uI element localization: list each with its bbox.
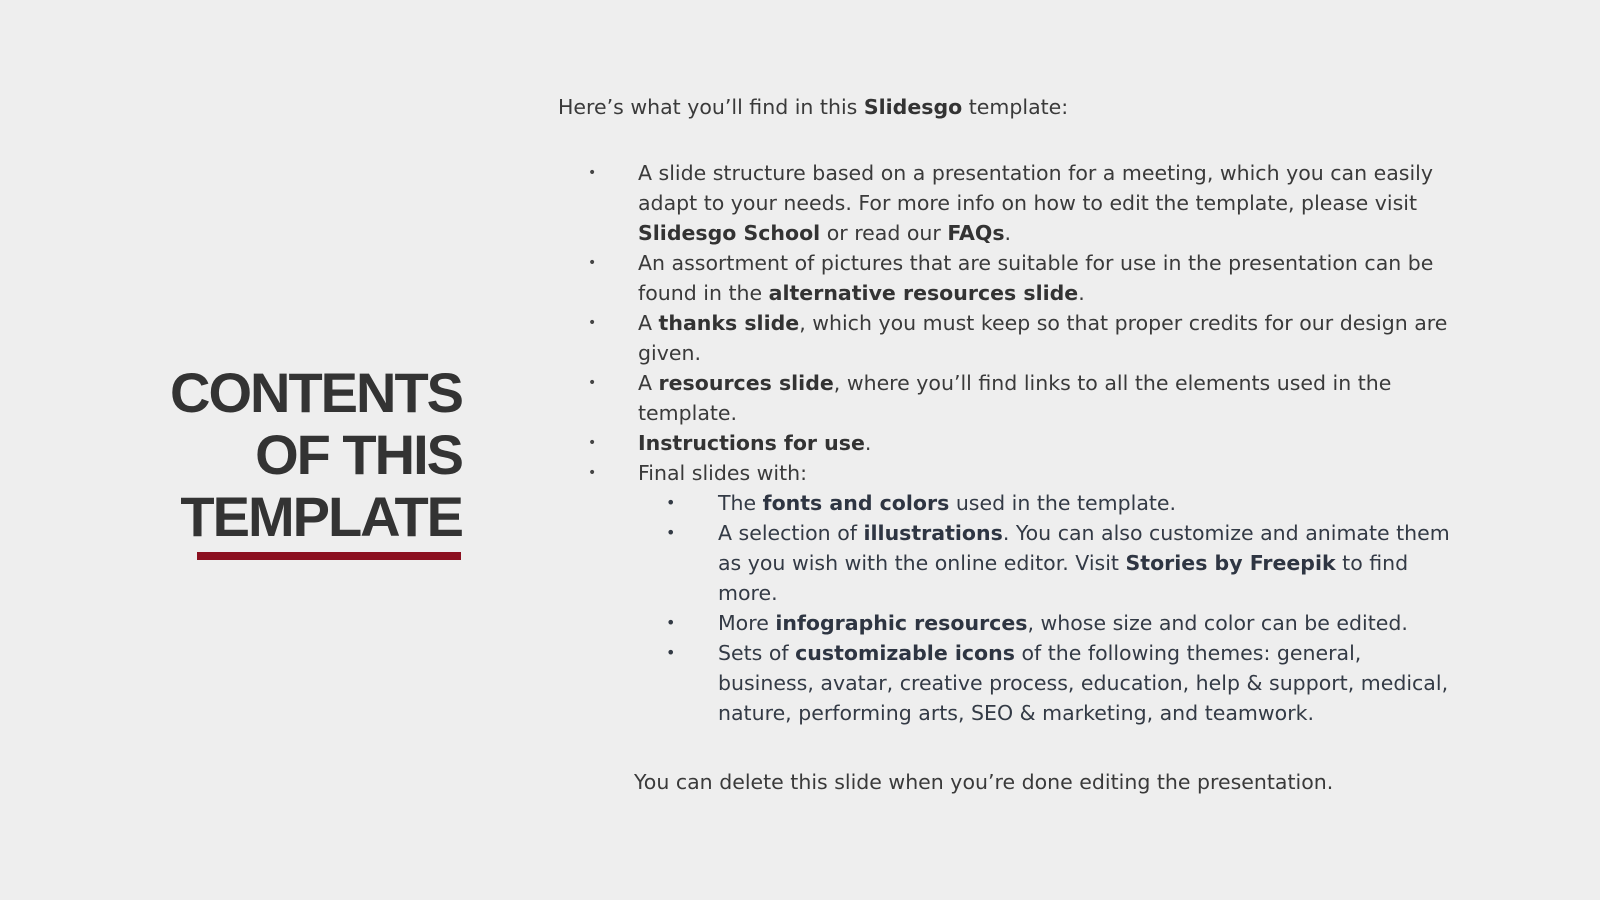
subitem-text: Sets of: [718, 641, 796, 665]
subitem-text: used in the template.: [949, 491, 1177, 515]
title-line-2: OF THIS: [255, 423, 462, 486]
bullet-icon: •: [588, 255, 597, 271]
item-text: A: [638, 311, 659, 335]
bullet-icon: •: [666, 643, 676, 662]
list-item: [558, 158, 1458, 248]
intro-text: Here’s what you’ll find in this: [558, 95, 864, 119]
item-text: or read our: [820, 221, 948, 245]
item-text: An assortment of pictures that are suitable for use in the presentation can be found in the: [638, 251, 1434, 305]
list-item: [558, 428, 1458, 458]
item-text: Final slides with:: [638, 461, 808, 485]
item-text: , where you’ll find links to all the elements used in the template.: [638, 371, 1392, 425]
subitem-bold: fonts and colors: [762, 491, 950, 515]
footer-note: You can delete this slide when you’re done editing the presentation.: [634, 770, 1334, 794]
sublist-item: [638, 638, 1458, 728]
subitem-bold: illustrations: [863, 521, 1003, 545]
intro-text-end: template:: [962, 95, 1069, 119]
title-line-3: TEMPLATE: [180, 485, 462, 548]
bullet-icon: •: [666, 523, 676, 542]
list-item: [558, 368, 1458, 428]
list-item: [558, 458, 1458, 728]
bullet-icon: •: [588, 315, 597, 331]
list-item: [558, 248, 1458, 308]
item-bold: alternative resources slide: [768, 281, 1079, 305]
item-bold: FAQs: [947, 221, 1005, 245]
item-text: A slide structure based on a presentation for a meeting, which you can easily adapt to your needs. For more info on how to edit the template, please visit: [638, 161, 1433, 215]
sublist-item: [638, 518, 1458, 608]
list-item: [558, 308, 1458, 368]
item-bold: resources slide: [658, 371, 834, 395]
sublist-item: [638, 488, 1458, 518]
bullet-icon: •: [666, 493, 676, 512]
intro-paragraph: [558, 92, 1458, 122]
subitem-bold: Stories by Freepik: [1125, 551, 1336, 575]
item-bold: thanks slide: [658, 311, 800, 335]
bullet-icon: •: [588, 435, 597, 451]
item-bold: Slidesgo School: [638, 221, 821, 245]
item-text: A: [638, 371, 659, 395]
subitem-bold: customizable icons: [795, 641, 1015, 665]
title-underline-accent: [197, 552, 461, 560]
subitem-text: to find more.: [718, 551, 1409, 605]
contents-list: [558, 158, 1458, 728]
item-text: .: [864, 431, 872, 455]
bullet-icon: •: [588, 165, 597, 181]
contents-body: [558, 92, 1458, 728]
item-bold: Instructions for use: [638, 431, 865, 455]
item-text: .: [1004, 221, 1012, 245]
subitem-text: A selection of: [718, 521, 864, 545]
sublist-item: [638, 608, 1458, 638]
slide-title: [120, 362, 462, 548]
final-slides-sublist: [638, 488, 1458, 728]
subitem-text: The: [718, 491, 763, 515]
item-text: .: [1078, 281, 1085, 305]
bullet-icon: •: [588, 465, 597, 481]
bullet-icon: •: [588, 375, 597, 391]
bullet-icon: •: [666, 613, 676, 632]
title-line-1: CONTENTS: [170, 361, 462, 424]
subitem-text: of the following themes: general, business, avatar, creative process, education, help & support, medical, nature, performing arts, SEO & marketing, and teamwork.: [718, 641, 1449, 725]
subitem-text: . You can also customize and animate them as you wish with the online editor. Visit: [718, 521, 1450, 575]
subitem-bold: infographic resources: [775, 611, 1028, 635]
subitem-text: More: [718, 611, 776, 635]
subitem-text: , whose size and color can be edited.: [1027, 611, 1408, 635]
intro-brand: Slidesgo: [863, 95, 963, 119]
item-text: , which you must keep so that proper credits for our design are given.: [638, 311, 1448, 365]
